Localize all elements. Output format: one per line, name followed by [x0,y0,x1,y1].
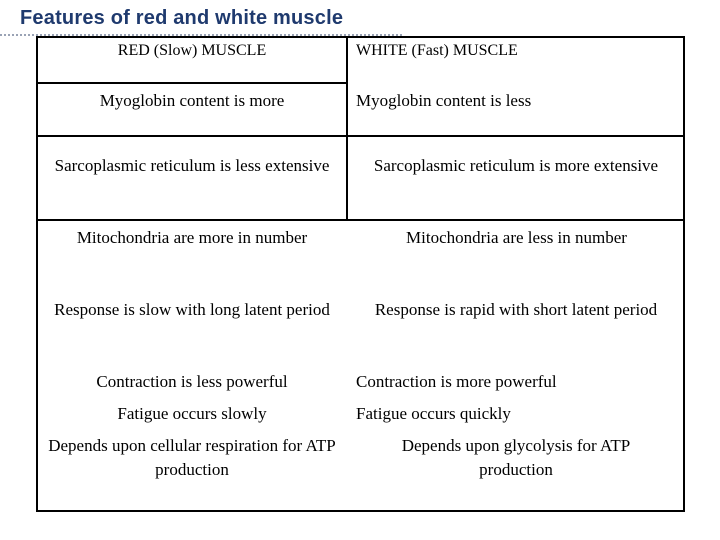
red-cell: Response is slow with long latent period [54,300,330,319]
red-cell: Myoglobin content is more [99,91,285,110]
row-divider [36,219,685,221]
header-white-muscle: WHITE (Fast) MUSCLE [356,42,518,59]
red-cell: Fatigue occurs slowly [117,404,267,423]
red-cell: Contraction is less powerful [96,372,288,391]
white-cell: Mitochondria are less in number [406,228,627,247]
white-cell: Sarcoplasmic reticulum is more extensive [373,156,659,175]
red-cell: Mitochondria are more in number [76,228,308,247]
header-red-muscle: RED (Slow) MUSCLE [117,42,267,59]
white-cell: Response is rapid with short latent period [374,300,658,319]
page-title: Features of red and white muscle [20,7,344,29]
white-cell: Depends upon glycolysis for ATP production [401,436,631,479]
white-cell: Myoglobin content is less [356,91,532,110]
red-cell: Sarcoplasmic reticulum is less extensive [54,156,330,175]
row-divider [36,135,685,137]
column-divider [346,37,348,220]
red-cell: Depends upon cellular respiration for ATP production [48,436,336,479]
row-divider [36,82,348,84]
white-cell: Contraction is more powerful [356,372,557,391]
white-cell: Fatigue occurs quickly [356,404,511,423]
